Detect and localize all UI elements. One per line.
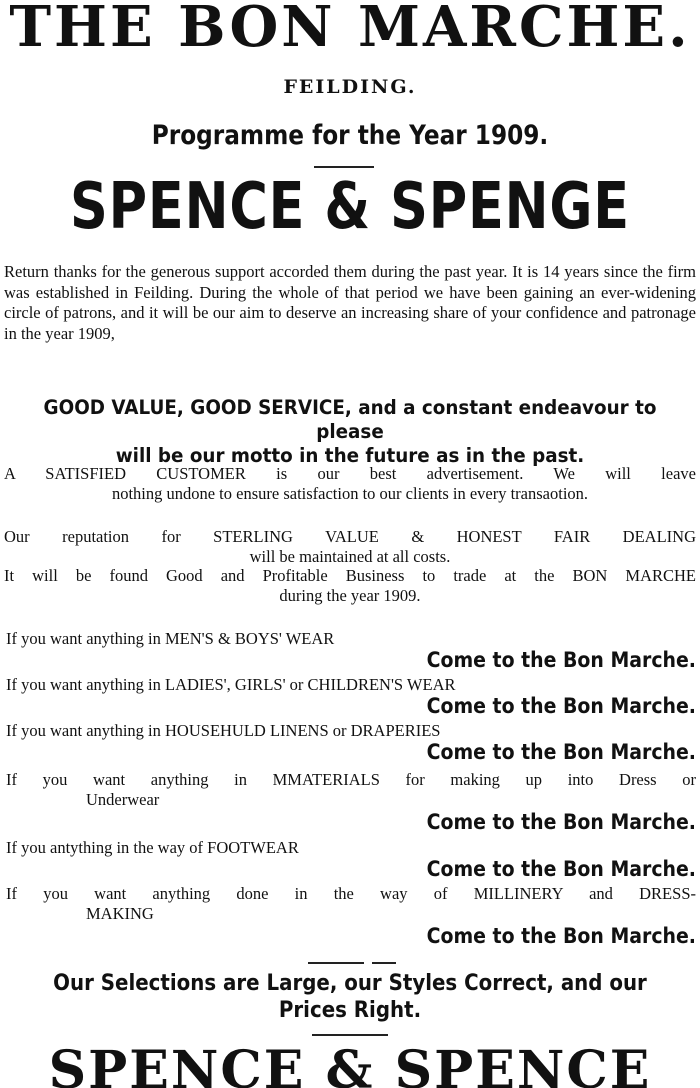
closing-line-1: Our Selections are Large, our Styles Correct, and our: [53, 971, 647, 996]
divider-rule: [312, 1034, 388, 1036]
offer-line: If you want anything in MMATERIALS for making up into Dress or: [6, 770, 696, 789]
offer-line: If you antything in the way of FOOTWEAR: [6, 838, 299, 857]
offer-line: If you want anything in LADIES', GIRLS' or CHILDREN'S WEAR: [6, 675, 456, 694]
offer-line: If you want anything done in the way of MILLINERY and DRESS-: [6, 884, 696, 903]
divider-rule: [314, 166, 374, 168]
firm-name-footer: SPENCE & SPENCE: [48, 1040, 652, 1088]
offer-cta: Come to the Bon Marche.: [426, 694, 696, 718]
reputation-line-2: will be maintained at all costs.: [249, 547, 451, 566]
firm-name-heading: SPENCE & SPENGE: [70, 170, 630, 244]
divider-rule: [308, 962, 364, 964]
programme-title: Programme for the Year 1909.: [151, 120, 549, 151]
offer-cta: Come to the Bon Marche.: [426, 810, 696, 834]
store-name-heading: THE BON MARCHE.: [9, 0, 691, 60]
closing-line-2: Prices Right.: [278, 998, 422, 1023]
customer-line-1: A SATISFIED CUSTOMER is our best advertisement. We will leave: [4, 464, 696, 483]
slogan-line-2: will be our motto in the future as in the past.: [115, 444, 585, 467]
business-line-1: It will be found Good and Profitable Business to trade at the BON MARCHE: [4, 566, 696, 585]
offer-line: If you want anything in HOUSEHULD LINENS or DRAPERIES: [6, 721, 441, 740]
offer-cta: Come to the Bon Marche.: [426, 740, 696, 764]
offer-cta: Come to the Bon Marche.: [426, 648, 696, 672]
slogan-line-1: GOOD VALUE, GOOD SERVICE, and a constant endeavour to please: [43, 396, 657, 443]
slogan: [21, 396, 679, 468]
offer-cta: Come to the Bon Marche.: [426, 924, 696, 948]
town-name: FEILDING.: [283, 76, 417, 98]
offer-cta: Come to the Bon Marche.: [426, 857, 696, 881]
offer-line-continued: MAKING: [86, 904, 154, 923]
offer-line-continued: Underwear: [86, 790, 160, 809]
customer-line-2: nothing undone to ensure satisfaction to our clients in every transaotion.: [111, 484, 589, 503]
reputation-line-1: Our reputation for STERLING VALUE & HONEST FAIR DEALING: [4, 527, 696, 546]
intro-paragraph: Return thanks for the generous support accorded them during the past year. It is 14 years since the firm was established in Feilding. During the whole of that period we have been gaining an ever-widening circle of patrons, and it will be our aim to deserve an increasing share of your confidence and patronage in the year 1909,: [4, 262, 696, 343]
closing-statement: [35, 970, 665, 1024]
offer-line: If you want anything in MEN'S & BOYS' WEAR: [6, 629, 335, 648]
divider-rule: [372, 962, 396, 964]
business-line-2: during the year 1909.: [279, 586, 421, 605]
